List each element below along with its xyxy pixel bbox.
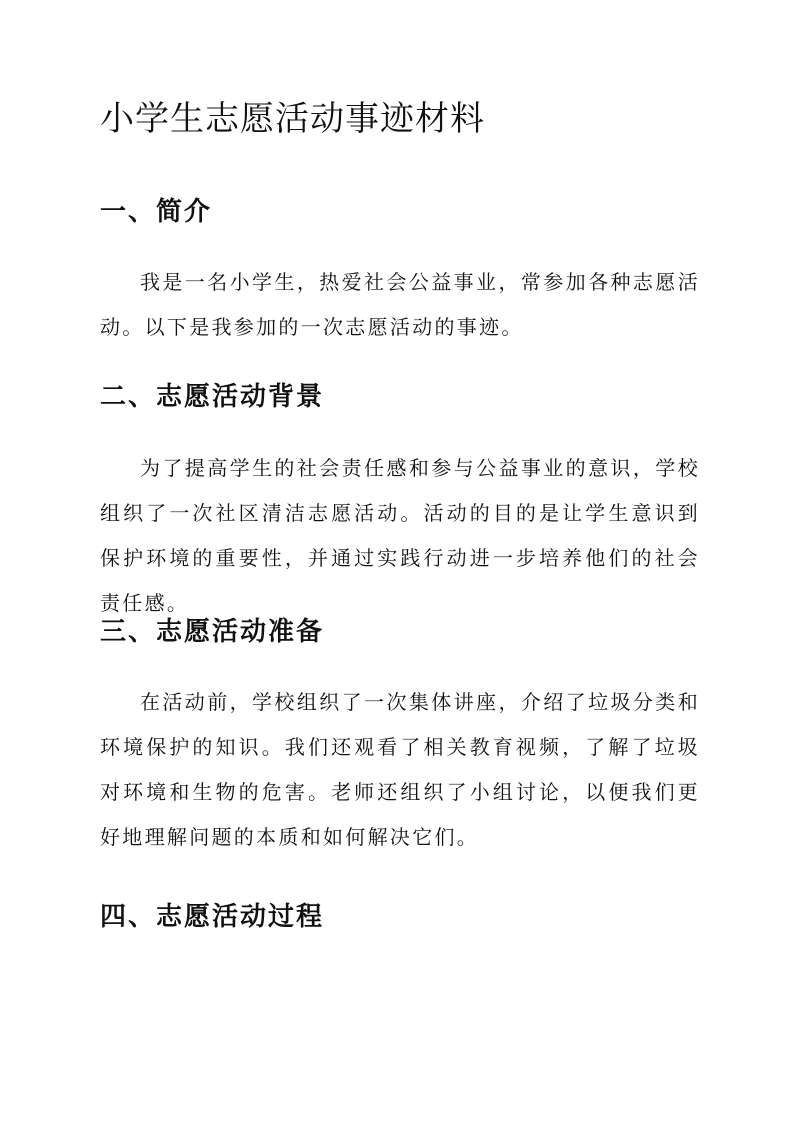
section-body-intro: 我是一名小学生，热爱社会公益事业，常参加各种志愿活动。以下是我参加的一次志愿活动的事迹。	[100, 270, 700, 339]
section-heading-process: 四、志愿活动过程	[100, 902, 325, 932]
section-body-preparation: 在活动前，学校组织了一次集体讲座，介绍了垃圾分类和环境保护的知识。我们还观看了相关教育视频，了解了垃圾对环境和生物的危害。老师还组织了小组讨论，以便我们更好地理解问题的本质和如何解决它们。	[100, 690, 700, 849]
section-heading-preparation: 三、志愿活动准备	[100, 617, 325, 647]
section-heading-background: 二、志愿活动背景	[100, 382, 325, 412]
document-title: 小学生志愿活动事迹材料	[100, 99, 485, 139]
section-body-background: 为了提高学生的社会责任感和参与公益事业的意识，学校组织了一次社区清洁志愿活动。活动的目的是让学生意识到保护环境的重要性，并通过实践行动进一步培养他们的社会责任感。	[100, 456, 700, 615]
section-heading-intro: 一、简介	[100, 197, 213, 227]
